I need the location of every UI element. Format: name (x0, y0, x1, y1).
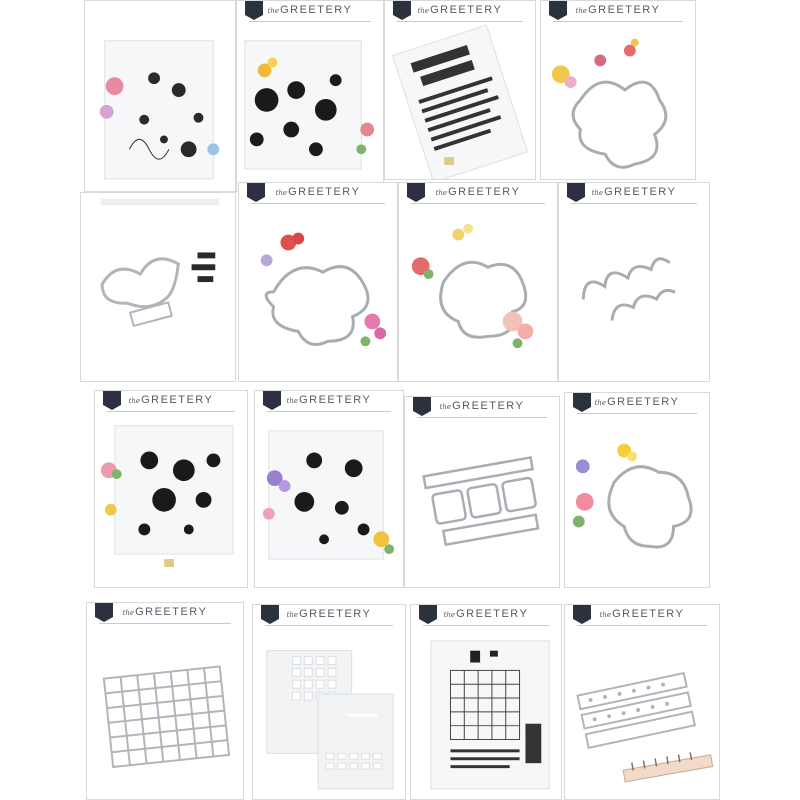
product-card-p1[interactable] (84, 0, 236, 192)
product-card-p2[interactable] (236, 0, 384, 192)
label-die-image (405, 397, 559, 587)
brand-logo: theGREETERY (275, 186, 361, 198)
product-card-p5[interactable] (80, 192, 236, 382)
brand-logo: theGREETERY (591, 186, 677, 198)
floral-die-image (541, 1, 695, 179)
floral-die-image (565, 393, 709, 587)
product-card-p3[interactable] (384, 0, 536, 180)
brand-logo: theGREETERY (286, 394, 372, 406)
clear-stamp-florals-image (255, 391, 403, 587)
floral-die-image (399, 183, 557, 381)
brand-logo: theGREETERY (439, 400, 525, 412)
brand-logo: theGREETERY (128, 394, 214, 406)
brand-logo: theGREETERY (122, 606, 208, 618)
product-card-p12[interactable] (564, 392, 710, 588)
product-card-p6[interactable] (238, 182, 398, 382)
product-card-p8[interactable] (558, 182, 710, 382)
brand-logo: theGREETERY (599, 608, 685, 620)
script-die-image (559, 183, 709, 381)
brand-logo: theGREETERY (267, 4, 353, 16)
brand-logo: theGREETERY (286, 608, 372, 620)
tab-ruler-dies-image (565, 605, 719, 799)
clear-stamp-florals-image (95, 391, 247, 587)
sentiment-die-image (81, 193, 235, 381)
product-card-p13[interactable] (86, 602, 244, 800)
brand-logo: theGREETERY (443, 608, 529, 620)
brand-logo: theGREETERY (417, 4, 503, 16)
product-card-p9[interactable] (94, 390, 248, 588)
calendar-stencils-image (253, 605, 405, 799)
brand-logo: theGREETERY (594, 396, 680, 408)
clear-stamp-dark-florals-image (237, 1, 383, 191)
calendar-grid-die-image (87, 603, 243, 799)
product-card-p7[interactable] (398, 182, 558, 382)
brand-logo: theGREETERY (575, 4, 661, 16)
calendar-stamp-set-image (411, 605, 561, 799)
clear-stamp-florals-image (85, 1, 235, 191)
clear-stamp-sentiments-image (385, 1, 535, 179)
product-card-p4[interactable] (540, 0, 696, 180)
product-card-p16[interactable] (564, 604, 720, 800)
product-card-p14[interactable] (252, 604, 406, 800)
product-card-p11[interactable] (404, 396, 560, 588)
product-card-p15[interactable] (410, 604, 562, 800)
product-card-p10[interactable] (254, 390, 404, 588)
floral-die-image (239, 183, 397, 381)
brand-logo: theGREETERY (435, 186, 521, 198)
